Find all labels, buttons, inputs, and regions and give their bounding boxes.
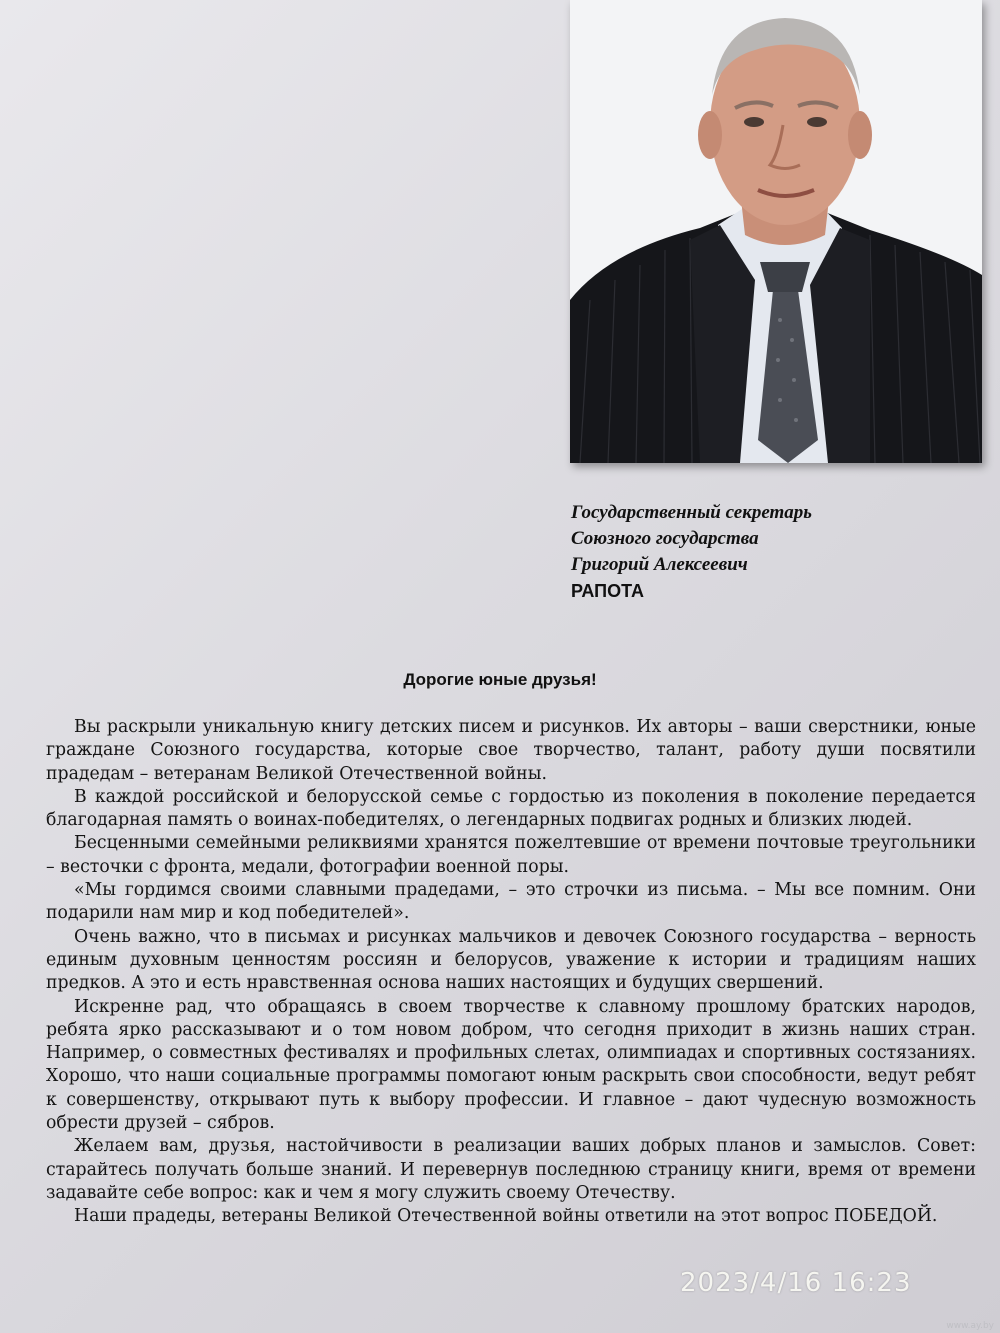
letter-paragraph: Искренне рад, что обращаясь в своем творчестве к славному прошлому братских народов, ребята ярко рассказывают и о том новом добром, что сегодня приходит в жизнь наших стран. Например, о совместных фестивалях и профильных слетах, олимпиадах и спортивных состязаниях. Хорошо, что наши социальные программы помогают юным раскрыть свои способности, ведут ребят к совершенству, открывают путь к выбору профессии. И главное – дают чудесную возможность обрести друзей – сябров. xyxy=(46,996,976,1134)
letter-body xyxy=(46,716,976,1229)
portrait-illustration xyxy=(570,0,982,463)
greeting-heading: Дорогие юные друзья! xyxy=(403,670,597,689)
letter-paragraph: Очень важно, что в письмах и рисунках мальчиков и девочек Союзного государства – верность единым духовным ценностям россиян и белорусов, уважение к истории и традициям наших предков. А это и есть нравственная основа наших настоящих и будущих свершений. xyxy=(46,926,976,994)
letter-paragraph: «Мы гордимся своими славными прадедами, – это строчки из письма. – Мы все помним. Они подарили нам мир и код победителей». xyxy=(46,880,976,924)
site-watermark: www.ay.by xyxy=(946,1321,994,1331)
photo-timestamp: 2023/4/16 16:23 xyxy=(680,1268,912,1298)
letter-paragraph: В каждой российской и белорусской семье с гордостью из поколения в поколение передается благодарная память о воинах-победителях, о легендарных подвигах родных и близких людей. xyxy=(46,786,976,831)
portrait-caption xyxy=(571,500,971,604)
letter-paragraph: Бесценными семейными реликвиями хранятся пожелтевшие от времени почтовые треугольники – весточки с фронта, медали, фотографии военной поры. xyxy=(46,833,976,877)
letter-paragraph: Желаем вам, друзья, настойчивости в реализации ваших добрых планов и замыслов. Совет: старайтесь получать больше знаний. И перевернув последнюю страницу книги, время от времени задавайте себе вопрос: как и чем я могу служить своему Отечеству. xyxy=(46,1136,976,1203)
caption-organization-line: Союзного государства xyxy=(571,528,759,549)
caption-surname: РАПОТА xyxy=(571,581,644,601)
caption-title-line: Государственный секретарь xyxy=(571,502,812,523)
portrait-photo xyxy=(570,0,982,463)
letter-paragraph: Наши прадеды, ветераны Великой Отечественной войны ответили на этот вопрос ПОБЕДОЙ. xyxy=(74,1206,938,1227)
caption-name-line: Григорий Алексеевич xyxy=(571,554,748,575)
letter-paragraph: Вы раскрыли уникальную книгу детских писем и рисунков. Их авторы – ваши сверстники, юные граждане Союзного государства, которые свое творчество, талант, работу души посвятили прадедам – ветеранам Великой Отечественной войны. xyxy=(46,717,976,784)
